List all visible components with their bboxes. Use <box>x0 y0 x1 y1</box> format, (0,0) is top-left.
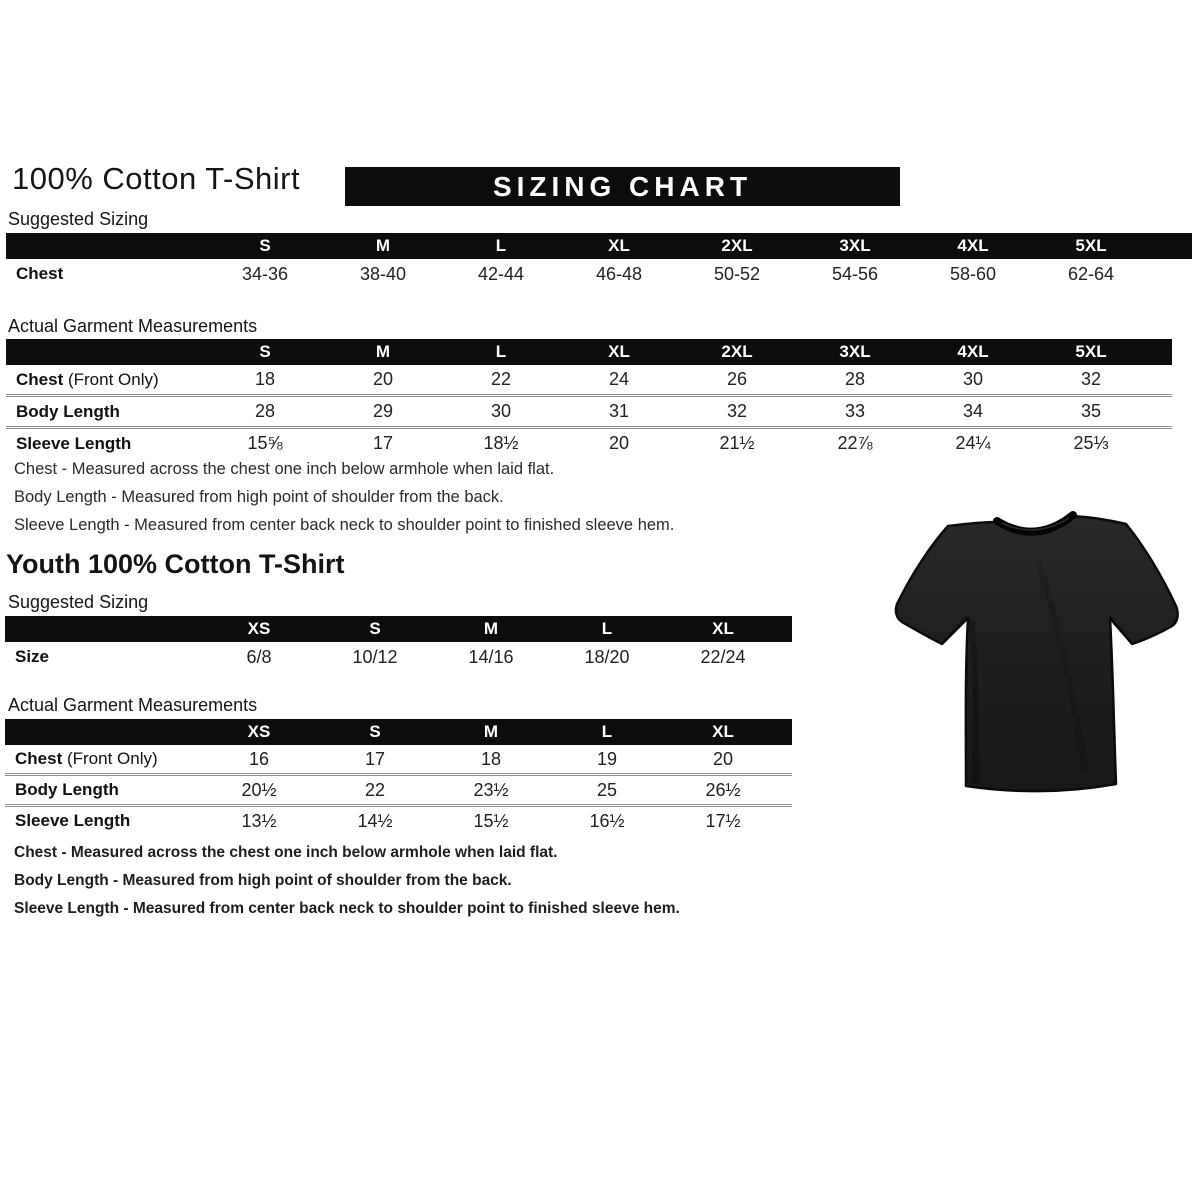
size-header-cell: XS <box>247 619 271 638</box>
value-cell: 6/8 <box>246 646 272 667</box>
table-row <box>5 804 792 835</box>
size-header-cell: XS <box>247 722 271 741</box>
value-cell: 50-52 <box>713 263 761 284</box>
value-cell: 20½ <box>241 779 277 800</box>
value-cell: 22/24 <box>700 646 746 667</box>
value-cell: 18/20 <box>584 646 630 667</box>
size-header-cell: 2XL <box>721 236 753 255</box>
size-header-cell: XL <box>712 619 734 638</box>
value-cell: 17½ <box>705 810 741 831</box>
value-cell: 42-44 <box>477 263 525 284</box>
adult-measurement-notes <box>14 460 674 544</box>
tshirt-photo <box>885 483 1190 805</box>
value-cell: 29 <box>372 401 394 421</box>
note-line: Chest - Measured across the chest one inch below armhole when laid flat. <box>14 460 555 478</box>
table-row <box>5 773 792 804</box>
value-cell: 58-60 <box>949 263 997 284</box>
value-cell: 28 <box>254 401 276 421</box>
table-row <box>5 642 792 672</box>
value-cell: 33 <box>844 401 866 421</box>
value-cell: 18 <box>480 748 502 769</box>
note-line: Chest - Measured across the chest one inch below armhole when laid flat. <box>14 844 558 861</box>
value-cell: 22 <box>364 779 386 800</box>
note-line: Sleeve Length - Measured from center back neck to shoulder point to finished sleeve hem. <box>14 900 680 917</box>
note-line: Sleeve Length - Measured from center back neck to shoulder point to finished sleeve hem. <box>14 516 675 534</box>
black-tshirt-illustration <box>885 483 1190 805</box>
table-header-row <box>6 233 1192 259</box>
row-label: Size <box>15 647 50 666</box>
note-line: Body Length - Measured from high point of shoulder from the back. <box>14 488 504 506</box>
value-cell: 54-56 <box>831 263 879 284</box>
size-header-cell: XL <box>608 342 630 361</box>
value-cell: 15½ <box>473 810 509 831</box>
youth-actual-label: Actual Garment Measurements <box>8 695 258 715</box>
value-cell: 20 <box>608 433 630 453</box>
youth-suggested-table <box>5 616 792 672</box>
size-header-cell: 4XL <box>957 342 989 361</box>
size-header-cell: L <box>495 342 507 361</box>
value-cell: 32 <box>1080 369 1102 389</box>
value-cell: 18½ <box>483 433 519 453</box>
value-cell: 10/12 <box>352 646 398 667</box>
size-header-cell: M <box>483 722 499 741</box>
table-row <box>6 365 1172 394</box>
value-cell: 13½ <box>241 810 277 831</box>
value-cell: 26 <box>726 369 748 389</box>
adult-title: 100% Cotton T-Shirt <box>12 161 301 196</box>
value-cell: 35 <box>1080 401 1102 421</box>
value-cell: 19 <box>596 748 618 769</box>
size-header-cell: S <box>369 722 381 741</box>
value-cell: 20 <box>372 369 394 389</box>
row-label: Chest (Front Only) <box>15 749 158 768</box>
adult-suggested-label: Suggested Sizing <box>8 209 149 229</box>
value-cell: 17 <box>372 433 394 453</box>
size-header-cell: L <box>601 722 613 741</box>
value-cell: 46-48 <box>595 263 643 284</box>
value-cell: 14½ <box>357 810 393 831</box>
size-header-cell: S <box>369 619 381 638</box>
value-cell: 32 <box>726 401 748 421</box>
youth-measurement-notes <box>14 844 680 928</box>
value-cell: 26½ <box>705 779 741 800</box>
size-header-cell: 5XL <box>1075 236 1107 255</box>
table-header-row <box>5 719 792 745</box>
value-cell: 23½ <box>473 779 509 800</box>
value-cell: 38-40 <box>359 263 407 284</box>
value-cell: 20 <box>712 748 734 769</box>
row-label: Chest (Front Only) <box>16 369 159 389</box>
youth-suggested-label: Suggested Sizing <box>8 592 149 612</box>
value-cell: 17 <box>364 748 386 769</box>
row-label: Sleeve Length <box>15 811 131 830</box>
value-cell: 16½ <box>589 810 625 831</box>
value-cell: 25⅓ <box>1073 433 1109 453</box>
tshirt-body <box>896 516 1178 791</box>
youth-actual-table <box>5 719 792 835</box>
table-row <box>5 745 792 773</box>
value-cell: 16 <box>248 748 270 769</box>
row-label: Body Length <box>16 401 120 421</box>
size-header-cell: 3XL <box>839 236 871 255</box>
table-row <box>6 394 1172 426</box>
table-header-row <box>5 616 792 642</box>
adult-actual-label: Actual Garment Measurements <box>8 316 258 336</box>
table-row <box>6 426 1172 458</box>
value-cell: 62-64 <box>1067 263 1115 284</box>
sizing-chart-banner: SIZING CHART <box>345 167 900 206</box>
value-cell: 30 <box>962 369 984 389</box>
size-header-cell: S <box>259 236 271 255</box>
value-cell: 31 <box>608 401 630 421</box>
youth-title: Youth 100% Cotton T-Shirt <box>6 549 345 579</box>
value-cell: 34 <box>962 401 984 421</box>
value-cell: 21½ <box>719 433 755 453</box>
value-cell: 22⅞ <box>837 433 873 453</box>
value-cell: 18 <box>254 369 276 389</box>
adult-actual-table <box>6 339 1172 458</box>
value-cell: 15⅝ <box>247 433 283 453</box>
value-cell: 24 <box>608 369 630 389</box>
size-header-cell: M <box>375 342 391 361</box>
value-cell: 28 <box>844 369 866 389</box>
size-header-cell: XL <box>712 722 734 741</box>
size-header-cell: L <box>601 619 613 638</box>
size-header-cell: 5XL <box>1075 342 1107 361</box>
value-cell: 14/16 <box>468 646 514 667</box>
value-cell: 24¼ <box>955 433 991 453</box>
note-line: Body Length - Measured from high point of shoulder from the back. <box>14 872 512 889</box>
size-header-cell: L <box>495 236 507 255</box>
size-header-cell: M <box>483 619 499 638</box>
size-header-cell: M <box>375 236 391 255</box>
table-header-row <box>6 339 1172 365</box>
row-label: Body Length <box>15 780 119 799</box>
size-header-cell: XL <box>608 236 630 255</box>
row-label: Sleeve Length <box>16 433 132 453</box>
value-cell: 22 <box>490 369 512 389</box>
row-label: Chest <box>16 264 64 283</box>
value-cell: 25 <box>596 779 618 800</box>
size-header-cell: 2XL <box>721 342 753 361</box>
size-header-cell: 4XL <box>957 236 989 255</box>
size-header-cell: 3XL <box>839 342 871 361</box>
size-header-cell: S <box>259 342 271 361</box>
value-cell: 34-36 <box>241 263 289 284</box>
value-cell: 30 <box>490 401 512 421</box>
adult-suggested-table <box>6 233 1192 289</box>
table-row <box>6 259 1192 289</box>
